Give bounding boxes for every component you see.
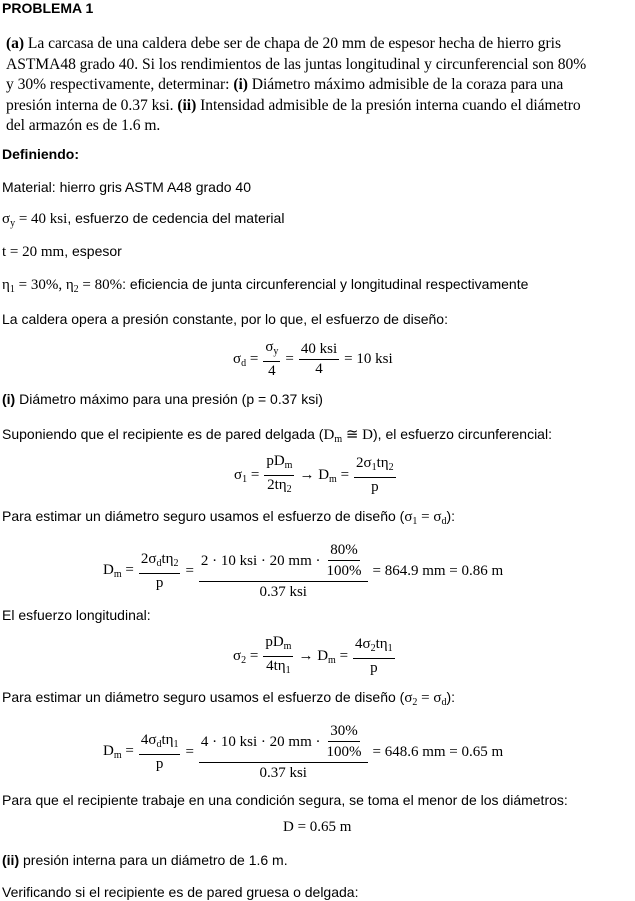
thickness-line: t = 20 mm, espesor bbox=[2, 243, 122, 260]
design-stress-equation: $\sigma_d$ = $\frac{\sigma_y}{4}$ = $\frac{\text{40 ksi}}{4}$ = 10 ksi bbox=[233, 339, 393, 379]
problem-line: del armazón es de 1.6 m. bbox=[6, 117, 161, 134]
diameter-equation-2: $D_m$ = $\frac{4\sigma_dt\eta_1}{p}$ = 4 · 10 ksi · 20 mm · $\frac{30\%}{100\%}$ 0.37 ksi = 648.6 mm = 0.65 m bbox=[100, 722, 506, 782]
page-title: PROBLEMA 1 bbox=[2, 0, 94, 16]
verify-line: Verificando si el recipiente es de pared gruesa o delgada: bbox=[2, 884, 359, 900]
part-i-title: (i) Diámetro máximo para una presión (p = 0.37 ksi) bbox=[2, 391, 323, 407]
result-1: = 864.9 mm = 0.86 m bbox=[372, 562, 504, 579]
problem-line: ASTMA48 grado 40. Si los rendimientos de las juntas longitudinal y circunferencial son 80% bbox=[6, 55, 587, 73]
problem-line: presión interna de 0.37 ksi. (ii) Intensidad admisible de la presión interna cuando el diámetro bbox=[6, 96, 581, 114]
yield-line: $\sigma_y = 40$ ksi, esfuerzo de cedencia del material bbox=[2, 210, 285, 229]
thin-wall-assumption: Suponiendo que el recipiente es de pared delgada ($D_m$ ≅ D), el esfuerzo circunferencial: bbox=[2, 426, 552, 445]
design-intro: La caldera opera a presión constante, por lo que, el esfuerzo de diseño: bbox=[2, 311, 448, 327]
problem-line: (a) La carcasa de una caldera debe ser de chapa de 20 mm de espesor hecha de hierro gris bbox=[6, 35, 561, 52]
estimate-line-2: Para estimar un diámetro seguro usamos el esfuerzo de diseño $(\sigma_2 = \sigma_d)$: bbox=[2, 689, 456, 708]
result-2: = 648.6 mm = 0.65 m bbox=[372, 743, 504, 760]
final-diameter: D = 0.65 m bbox=[283, 819, 352, 835]
hoop-stress-equation: $\sigma_1$ = $\frac{pD_m}{2t\eta_2}$ → $D_m$ = $\frac{2\sigma_1t\eta_2}{p}$ bbox=[234, 453, 394, 495]
problem-statement bbox=[6, 34, 632, 137]
part-ii-title: (ii) presión interna para un diámetro de 1.6 m. bbox=[2, 852, 288, 868]
longitudinal-label: El esfuerzo longitudinal: bbox=[2, 607, 151, 623]
estimate-line-1: Para estimar un diámetro seguro usamos el esfuerzo de diseño $(\sigma_1 = \sigma_d)$: bbox=[2, 508, 456, 527]
material-line: Material: hierro gris ASTM A48 grado 40 bbox=[2, 179, 252, 195]
safe-condition-line: Para que el recipiente trabaje en una condición segura, se toma el menor de los diámetros: bbox=[2, 792, 568, 808]
diameter-equation-1: $D_m$ = $\frac{2\sigma_dt\eta_2}{p}$ = 2 · 10 ksi · 20 mm · $\frac{80\%}{100\%}$ 0.37 ksi = 864.9 mm = 0.86 m bbox=[100, 541, 506, 601]
longitudinal-stress-equation: $\sigma_2$ = $\frac{pD_m}{4t\eta_1}$ → $D_m$ = $\frac{4\sigma_2t\eta_1}{p}$ bbox=[233, 634, 393, 676]
definitions-heading: Definiendo: bbox=[2, 146, 79, 162]
efficiency-line: $\eta_1 = 30\%$, $\eta_2 = 80\%$: eficiencia de junta circunferencial y longitudinal respectivamente bbox=[2, 276, 529, 295]
problem-line: y 30% respectivamente, determinar: (i) Diámetro máximo admisible de la coraza para una bbox=[6, 76, 564, 93]
